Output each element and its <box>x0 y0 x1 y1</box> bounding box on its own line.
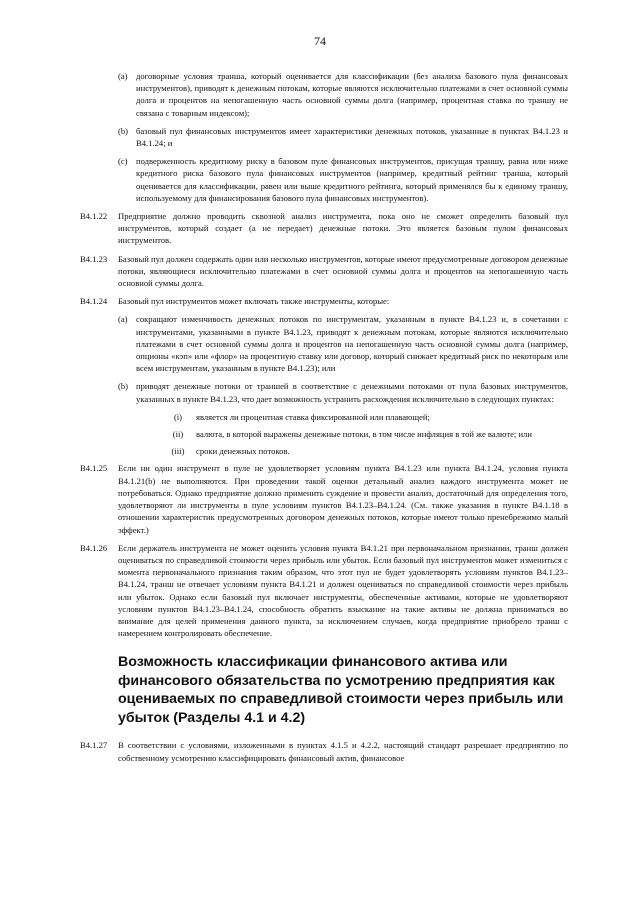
paragraph-text: Если держатель инструмента не может оценить условия пункта В4.1.21 при первоначальном признании, транш должен оцениваться по справедливой стоимости через прибыль или убыток. Если базовый пул инструментов может измениться с момента первоначального признания таким образом, что этот пул не будет удовлетворять условиям пунктов В4.1.23–В4.1.24, транш не отвечает условиям пункта В4.1.21 и должен оцениваться по справедливой стоимости через прибыль или убыток. Однако если базовый пул включает инструменты, обеспеченные активами, которые не удовлетворяют условиям пунктов В4.1.23–В4.1.24, способность обратить взыскание на такие активы не должна приниматься во внимание для целей применения данного пункта, за исключением случаев, когда предприятие приобрело транш с намерением контролировать обеспечение. <box>118 542 568 639</box>
list-item-text: договорные условия транша, который оценивается для классификации (без анализа базового пула финансовых инструментов), приводят к денежным потокам, которые являются исключительно платежами в счет основной суммы долга и процентов на непогашенную часть основной суммы долга (например, процентная ставка по траншу не связана с товарным индексом); <box>136 71 568 118</box>
paragraph-number: В4.1.26 <box>80 542 108 553</box>
paragraph-b4-1-27 <box>80 739 568 763</box>
list-marker: (b) <box>118 125 129 136</box>
list-item-text: является ли процентная ставка фиксированной или плавающей; <box>196 411 430 422</box>
paragraph-b4-1-23 <box>80 253 568 290</box>
paragraph-number: В4.1.27 <box>80 740 108 751</box>
section-heading: Возможность классификации финансового актива или финансового обязательства по усмотрению предприятия как оцениваемых по справедливой стоимости через прибыль или убыток (Разделы 4.1 и 4.2) <box>118 654 564 726</box>
list-marker: (c) <box>118 156 128 167</box>
sub-list-item <box>166 428 568 440</box>
paragraph-number: В4.1.23 <box>80 253 108 264</box>
list-item <box>118 380 568 404</box>
paragraph-b4-1-24 <box>80 295 568 307</box>
list-marker: (a) <box>118 314 128 325</box>
list-item <box>118 313 568 374</box>
page-content <box>80 70 568 770</box>
paragraph-text: Предприятие должно проводить сквозной анализ инструмента, пока оно не сможет определить базовый пул инструментов, который создает (а не передает) денежные потоки. Это является базовым пулом финансовых инструментов. <box>118 211 568 246</box>
list-marker: (iii) <box>171 446 185 457</box>
list-item-text: базовый пул финансовых инструментов имеет характеристики денежных потоков, указанные в пунктах В4.1.23 и В4.1.24; и <box>136 125 568 149</box>
paragraph-number: В4.1.24 <box>80 296 108 307</box>
list-item <box>118 70 568 119</box>
list-item-text: подверженность кредитному риску в базовом пуле финансовых инструментов, присущая траншу, равна или ниже кредитного риска базового пула финансовых инструментов (например, кредитный рейтинг транша, который оценивается для классификации, равен или выше кредитного рейтинга, который применялся бы к единому траншу, используемому для финансирования базового пула финансовых инструментов). <box>136 156 568 203</box>
list-item <box>118 125 568 149</box>
paragraph-text: В соответствии с условиями, изложенными в пунктах 4.1.5 и 4.2.2, настоящий стандарт разрешает предприятию по собственному усмотрению классифицировать финансовый актив, финансовое <box>118 740 568 763</box>
paragraph-number: В4.1.25 <box>80 463 108 474</box>
list-marker: (ii) <box>172 429 184 440</box>
paragraph-b4-1-22 <box>80 210 568 247</box>
list-item-text: сроки денежных потоков. <box>196 446 290 457</box>
list-marker: (b) <box>118 381 129 392</box>
paragraph-b4-1-25 <box>80 462 568 535</box>
list-marker: (i) <box>173 411 183 422</box>
paragraph-text: Базовый пул должен содержать один или несколько инструментов, которые имеют предусмотренные договором денежные потоки, являющиеся исключительно платежами в счет основной суммы долга и процентов на непогашенную часть основной суммы долга. <box>118 253 568 289</box>
paragraph-text: Базовый пул инструментов может включать также инструменты, которые: <box>118 296 390 307</box>
list-item-text: приводят денежные потоки от траншей в соответствие с денежными потоками от пула базовых инструментов, указанных в пункте В4.1.23, что дает возможность устранить расхождения исключительно в следующих пунктах: <box>136 381 568 404</box>
paragraph-number: В4.1.22 <box>80 211 108 222</box>
list-item <box>118 155 568 204</box>
list-marker: (a) <box>118 71 128 81</box>
paragraph-b4-1-26 <box>80 542 568 640</box>
sub-list-item <box>166 445 568 457</box>
sub-list-item <box>166 411 568 423</box>
paragraph-text: Если ни один инструмент в пуле не удовлетворяет условиям пункта В4.1.23 или пункта В4.1.24, условия пункта В4.1.21(b) не выполняются. При проведении такой оценки детальный анализ каждого инструмента может не потребоваться. Однако предприятие должно применить суждение и провести анализ, достаточный для определения того, удовлетворяют ли инструменты в пуле условиям пунктов В4.1.23–В4.1.24. (См. также указания в пункте В4.1.18 в отношении характеристик предусмотренных договором денежных потоков, которые имеют только пренебрежимо малый эффект.) <box>118 463 568 535</box>
list-item-text: валюта, в которой выражены денежные потоки, в том числе инфляция в той же валюте; или <box>196 429 532 440</box>
list-item-text: сокращают изменчивость денежных потоков по инструментам, указанным в пункте В4.1.23 и, в сочетании с инструментами, указанными в пункте В4.1.23, приводят к денежным потокам, которые являются исключительно платежами в счет основной суммы долга и процентов на непогашенную часть основной суммы долга (например, опционы «кэп» или «флор» на процентную ставку или договор, который снижает кредитный риск по некоторым или всем инструментам, указанным в пункте В4.1.23); или <box>136 314 568 374</box>
page-number: 74 <box>314 34 326 48</box>
